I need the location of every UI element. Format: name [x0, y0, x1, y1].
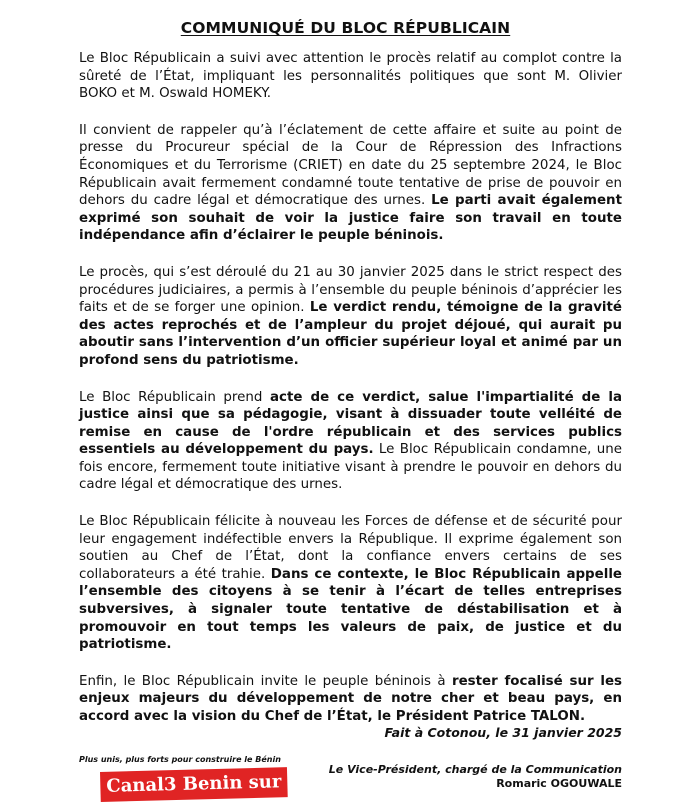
- document-title: COMMUNIQUÉ DU BLOC RÉPUBLICAIN: [180, 19, 511, 37]
- bold-text-segment: acte de ce verdict, salue l'impartialité de la justice ainsi que sa pédagogie, visant à dissuader toute velléité de remise en cause de l'ordre républicain et des services publics essentiels au développement du pays.: [79, 389, 622, 458]
- text-segment: Il convient de rappeler qu’à l’éclatement de cette affaire et suite au point de presse du Procureur spécial de la Cour de Répression des Infractions Économiques et du Terrorisme (CRIET) en date du 25 septembre 2024, le Bloc Républicain avait fermement condamné toute tentative de prise de pouvoir en dehors du cadre légal et démocratique des urnes.: [79, 122, 622, 209]
- bold-text-segment: rester focalisé sur les enjeux majeurs du développement de notre cher et beau pays, en accord avec la vision du Chef de l’État, le Président Patrice TALON.: [79, 673, 622, 724]
- text-segment: Le Bloc Républicain félicite à nouveau les Forces de défense et de sécurité pour leur engagement indéfectible envers la République. Il exprime également son soutien au Chef de l’État, dont la confiance envers certains de ses collaborateurs a été trahie.: [79, 514, 622, 582]
- paragraph: [79, 513, 622, 654]
- communique-body: [79, 50, 622, 745]
- bold-text-segment: Le parti avait également exprimé son souhait de voir la justice faire son travail en toute indépendance afin d’éclairer le peuple béninois.: [79, 193, 622, 244]
- signatory-name: Romaric OGOUWALE: [496, 777, 622, 790]
- paragraph: [79, 673, 622, 726]
- signatory-block: [329, 763, 622, 791]
- text-segment: Le Bloc Républicain condamne, une fois encore, fermement toute initiative visant à prendre le pouvoir en dehors du cadre légal et démocratique des urnes.: [79, 442, 622, 493]
- text-segment: Le Bloc Républicain prend: [79, 389, 270, 405]
- paragraph: [79, 389, 622, 495]
- paragraph: [79, 50, 622, 103]
- party-motto: Plus unis, plus forts pour construire le Bénin: [79, 755, 281, 764]
- bold-text-segment: Le verdict rendu, témoigne de la gravité des actes reprochés et de l’ampleur du projet déjoué, qui aurait pu aboutir sans l’intervention d’un officier supérieur loyal et animé par un profond sens du patriotisme.: [79, 300, 622, 368]
- text-segment: Enfin, le Bloc Républicain invite le peuple béninois à: [79, 673, 452, 689]
- place-and-date: Fait à Cotonou, le 31 janvier 2025: [384, 725, 622, 740]
- channel-watermark-banner: Canal3 Benin sur: [100, 767, 288, 802]
- signatory-role: Le Vice-Président, chargé de la Communication: [328, 763, 622, 776]
- text-segment: Le Bloc Républicain a suivi avec attention le procès relatif au complot contre la sûreté de l’État, impliquant les personnalités politiques que sont M. Olivier BOKO et M. Oswald HOMEKY.: [79, 51, 622, 102]
- paragraph: [79, 264, 622, 370]
- text-segment: Le procès, qui s’est déroulé du 21 au 30 janvier 2025 dans le strict respect des procédures judiciaires, a permis à l’ensemble du peuple béninois d’apprécier les faits et de se forger une opinion.: [79, 264, 622, 316]
- paragraph: [79, 122, 622, 245]
- bold-text-segment: Dans ce contexte, le Bloc Républicain appelle l’ensemble des citoyens à se tenir à l’écart de telles entreprises subversives, à signaler toute tentative de déstabilisation et à promouvoir en tout temps les valeurs de paix, de justice et du patriotisme.: [79, 566, 622, 653]
